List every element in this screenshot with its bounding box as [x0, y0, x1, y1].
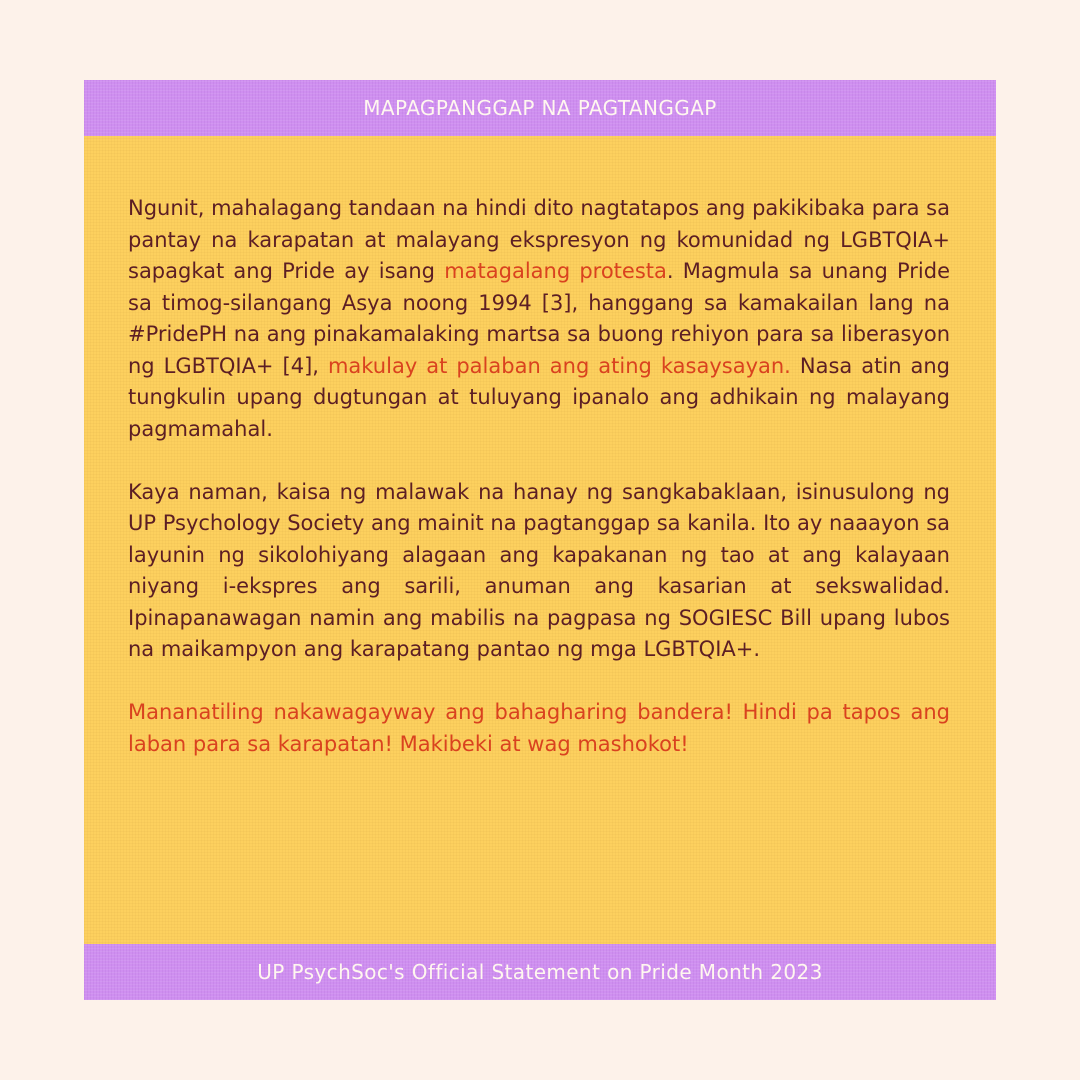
- header-title: MAPAGPANGGAP NA PAGTANGGAP: [363, 96, 717, 120]
- paragraph-1-part-1: Ngunit, mahalagang tandaan na hindi dito nagtatapos ang pakikibaka para sa pantay na karapatan at malayang ekspresyon ng komunidad ng LGBTQIA+ sapagkat ang Pride ay isang: [128, 196, 950, 283]
- header-band: [84, 80, 996, 136]
- statement-body: [128, 193, 950, 792]
- statement-card: [84, 80, 996, 1000]
- paragraph-1: [128, 193, 950, 445]
- footer-caption: UP PsychSoc's Official Statement on Pride Month 2023: [257, 960, 823, 984]
- highlight-matagalang-protesta: matagalang protesta: [444, 259, 667, 283]
- paragraph-1-part-2: . Magmula sa unang Pride sa timog-silangang Asya noong 1994 [3], hanggang sa kamakailan lang na #PridePH na ang pinakamalaking martsa sa buong rehiyon para sa liberasyon ng LGBTQIA+ [4],: [128, 259, 950, 378]
- closing-paragraph: Mananatiling nakawagayway ang bahagharing bandera! Hindi pa tapos ang laban para sa karapatan! Makibeki at wag mashokot!: [128, 700, 950, 756]
- highlight-kasaysayan: makulay at palaban ang ating kasaysayan.: [327, 353, 791, 378]
- paragraph-1-part-3: Nasa atin ang tungkulin upang dugtungan at tuluyang ipanalo ang adhikain ng malayang pagmamahal.: [128, 353, 951, 441]
- paragraph-2: Kaya naman, kaisa ng malawak na hanay ng sangkabaklaan, isinusulong ng UP Psychology Society ang mainit na pagtanggap sa kanila. Ito ay naaayon sa layunin ng sikolohiyang alagaan ang kapakanan ng tao at ang kalayaan niyang i-ekspres ang sarili, anuman ang kasarian at sekswalidad. Ipinapanawagan namin ang mabilis na pagpasa ng SOGIESC Bill upang lubos na maikampyon ang karapatang pantao ng mga LGBTQIA+.: [128, 479, 950, 661]
- footer-band: [84, 944, 996, 1000]
